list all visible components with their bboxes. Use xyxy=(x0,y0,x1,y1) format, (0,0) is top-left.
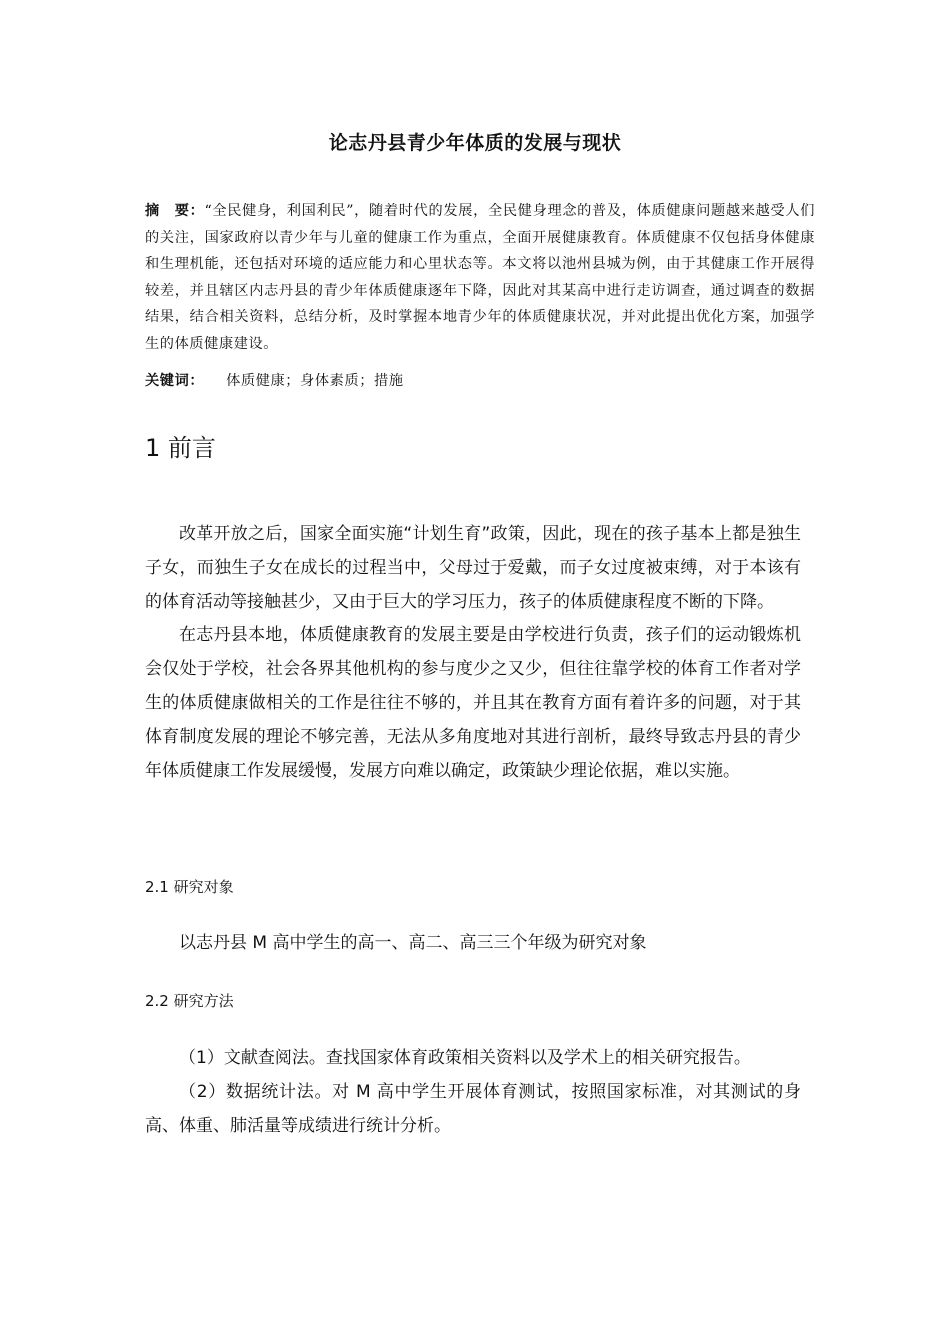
keywords-label: 关键词： xyxy=(145,373,205,389)
preface-body xyxy=(145,518,801,788)
keywords-text: 体质健康；身体素质；措施 xyxy=(226,373,404,389)
paragraph: 改革开放之后，国家全面实施“计划生育”政策，因此，现在的孩子基本上都是独生子女，而独生子女在成长的过程当中，父母过于爱戴，而子女过度被束缚，对于本该有的体育活动等接触甚少，又由于巨大的学习压力，孩子的体质健康程度不断的下降。 xyxy=(145,524,801,612)
paragraph: 以志丹县 M 高中学生的高一、高二、高三三个年级为研究对象 xyxy=(179,933,647,953)
section-heading-research-method: 2.2 研究方法 xyxy=(145,992,234,1010)
research-method-body xyxy=(145,1042,801,1143)
keywords xyxy=(145,369,404,393)
list-item: （2）数据统计法。对 M 高中学生开展体育测试，按照国家标准，对其测试的身高、体重、肺活量等成绩进行统计分析。 xyxy=(145,1081,801,1136)
list-item: （1）文献查阅法。查找国家体育政策相关资料以及学术上的相关研究报告。 xyxy=(179,1048,751,1068)
section-heading-research-object: 2.1 研究对象 xyxy=(145,878,234,896)
research-object-body xyxy=(145,927,801,961)
abstract xyxy=(145,198,815,358)
abstract-text: “全民健身，利国利民”，随着时代的发展，全民健身理念的普及，体质健康问题越来越受人们的关注，国家政府以青少年与儿童的健康工作为重点，全面开展健康教育。体质健康不仅包括身体健康和生理机能，还包括对环境的适应能力和心里状态等。本文将以池州县城为例，由于其健康工作开展得较差，并且辖区内志丹县的青少年体质健康逐年下降，因此对其某高中进行走访调查，通过调查的数据结果，结合相关资料，总结分析，及时掌握本地青少年的体质健康状况，并对此提出优化方案，加强学生的体质健康建设。 xyxy=(145,203,815,352)
section-heading-preface: 1 前言 xyxy=(145,434,216,462)
document-title: 论志丹县青少年体质的发展与现状 xyxy=(328,132,622,154)
paragraph: 在志丹县本地，体质健康教育的发展主要是由学校进行负责，孩子们的运动锻炼机会仅处于学校，社会各界其他机构的参与度少之又少，但往往靠学校的体育工作者对学生的体质健康做相关的工作是往往不够的，并且其在教育方面有着许多的问题，对于其体育制度发展的理论不够完善，无法从多角度地对其进行剖析，最终导致志丹县的青少年体质健康工作发展缓慢，发展方向难以确定，政策缺少理论依据，难以实施。 xyxy=(145,625,801,781)
abstract-label: 摘 要： xyxy=(145,203,205,219)
